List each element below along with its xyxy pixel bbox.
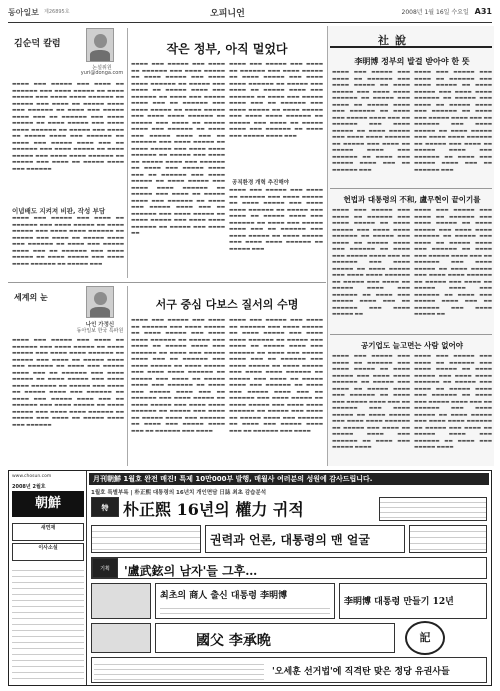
editorial-headline-2: 헌법과 대통령의 不和, 盧무현이 끝이기를 xyxy=(343,195,481,204)
ad-headline-big: 朴正熙 16년의 權力 귀적 xyxy=(123,500,304,519)
editorial-badge xyxy=(330,30,500,50)
masthead-rule xyxy=(8,22,492,23)
world-body-text-b: ▬▬▬▬ ▬▬▬ ▬▬▬▬▬ ▬▬▬ ▬▬▬▬ ▬▬ ▬▬▬▬▬▬ ▬▬▬ ▬▬▬▬ ▬▬▬▬▬ ▬▬ ▬▬▬▬ ▬▬▬▬▬ ▬▬▬ ▬▬▬▬ ▬▬▬▬ ▬▬▬▬▬▬ ▬▬ ▬▬▬▬▬ ▬▬▬ ▬▬▬▬ ▬▬ ▬▬▬▬▬ ▬▬▬▬ ▬▬▬ ▬▬▬▬▬▬ ▬▬ ▬▬▬▬ ▬▬▬ ▬▬▬▬▬ ▬▬▬▬ ▬▬▬ ▬▬ ▬▬▬▬▬▬ ▬▬▬ ▬▬▬▬ ▬▬▬▬▬ ▬▬ ▬▬▬▬ ▬▬▬▬▬ ▬▬▬ ▬▬▬▬ ▬▬▬▬ ▬▬▬▬▬▬ ▬▬ ▬▬▬▬▬ ▬▬▬ ▬▬▬▬ ▬▬ ▬▬▬▬▬ ▬▬▬▬ ▬▬▬ ▬▬▬▬▬▬ ▬▬ ▬▬▬▬ ▬▬▬ ▬▬▬▬▬ ▬▬▬▬ ▬▬▬ ▬▬ ▬▬▬▬▬▬ ▬▬▬ ▬▬▬▬ ▬▬▬▬▬ ▬▬ ▬▬▬▬ ▬▬▬▬▬ ▬▬▬ ▬▬▬▬ ▬▬▬▬ ▬▬▬▬▬▬ ▬▬ ▬▬▬▬▬ ▬▬▬ ▬▬▬▬ ▬▬ ▬▬▬▬▬ ▬▬▬▬ ▬▬▬ ▬▬▬▬▬▬ ▬▬ ▬▬▬▬ ▬▬▬ ▬▬▬▬▬ ▬▬▬▬ ▬▬▬ ▬▬ ▬▬▬▬▬▬ ▬▬▬ ▬▬▬▬ xyxy=(131,318,225,434)
world-headline: 서구 중심 다보스 질서의 수명 xyxy=(155,298,299,311)
mid-subhead: 공직환경 개혁 추진해야 xyxy=(232,180,289,186)
center-body-text-a: ▬▬▬▬ ▬▬▬ ▬▬▬▬▬ ▬▬▬ ▬▬▬▬ ▬▬ ▬▬▬▬▬▬ ▬▬▬ ▬▬▬▬ ▬▬▬▬▬ ▬▬ ▬▬▬▬ ▬▬▬▬▬ ▬▬▬ ▬▬▬▬ ▬▬▬▬ ▬▬▬▬▬▬ ▬▬ ▬▬▬▬▬ ▬▬▬ ▬▬▬▬ ▬▬ ▬▬▬▬▬ ▬▬▬▬ ▬▬▬ ▬▬▬▬▬▬ ▬▬ ▬▬▬▬ ▬▬▬ ▬▬▬▬▬ ▬▬▬▬ ▬▬▬ ▬▬ ▬▬▬▬▬▬ ▬▬▬ ▬▬▬▬ ▬▬▬▬▬ ▬▬ ▬▬▬▬ ▬▬▬▬▬ ▬▬▬ ▬▬▬▬ ▬▬▬▬ ▬▬▬▬▬▬ ▬▬ ▬▬▬▬▬ ▬▬▬ ▬▬▬▬ ▬▬ ▬▬▬▬▬ ▬▬▬▬ ▬▬▬ ▬▬▬▬▬▬ ▬▬ ▬▬▬▬ ▬▬▬ ▬▬▬▬▬ ▬▬▬▬ ▬▬▬ ▬▬ ▬▬▬▬▬▬ ▬▬▬ ▬▬▬▬ ▬▬▬▬▬ ▬▬ ▬▬▬▬ ▬▬▬▬▬ ▬▬▬ ▬▬▬▬ ▬▬▬▬ ▬▬▬▬▬▬ ▬▬ ▬▬▬▬▬ ▬▬▬ ▬▬▬▬ ▬▬ ▬▬▬▬▬ ▬▬▬▬ ▬▬▬ ▬▬▬▬▬▬ ▬▬ ▬▬▬▬ ▬▬▬ ▬▬▬▬▬ ▬▬▬▬ ▬▬▬ ▬▬ ▬▬▬▬▬▬ ▬▬▬ ▬▬▬▬ ▬▬▬▬▬ ▬▬ ▬▬▬▬ ▬▬▬▬▬ ▬▬▬ ▬▬▬▬ ▬▬▬▬ ▬▬▬▬▬▬ ▬▬ ▬▬▬▬▬ ▬▬▬ ▬▬▬▬ ▬▬ ▬▬▬▬▬ ▬▬▬▬ ▬▬▬ ▬▬▬▬▬▬ ▬▬ ▬▬▬▬ ▬▬▬ ▬▬▬▬▬ ▬▬▬▬ ▬▬▬ ▬▬ ▬▬▬▬▬▬ ▬▬▬ ▬▬▬▬ ▬▬▬▬▬ ▬▬ ▬▬▬▬ ▬▬▬▬▬ ▬▬▬ ▬▬▬▬ ▬▬▬▬ ▬▬▬▬▬▬ ▬▬ ▬▬▬▬▬ ▬▬▬ ▬▬▬▬ ▬▬ xyxy=(131,62,225,236)
ad-box-title2 xyxy=(205,525,405,553)
column-body-text: ▬▬▬▬ ▬▬▬ ▬▬▬▬▬ ▬▬▬ ▬▬▬▬ ▬▬ ▬▬▬▬▬▬ ▬▬▬ ▬▬▬▬ ▬▬▬▬▬ ▬▬ ▬▬▬▬ ▬▬▬▬▬ ▬▬▬ ▬▬▬▬ ▬▬▬▬ ▬▬▬▬▬▬ ▬▬ ▬▬▬▬▬ ▬▬▬ ▬▬▬▬ ▬▬ ▬▬▬▬▬ ▬▬▬▬ ▬▬▬ ▬▬▬▬▬▬ ▬▬ ▬▬▬▬ ▬▬▬ ▬▬▬▬▬ ▬▬▬▬ ▬▬▬ ▬▬ ▬▬▬▬▬▬ ▬▬▬ ▬▬▬▬ ▬▬▬▬▬ ▬▬ ▬▬▬▬ ▬▬▬▬▬ ▬▬▬ ▬▬▬▬ ▬▬▬▬ ▬▬▬▬▬▬ ▬▬ ▬▬▬▬▬ ▬▬▬ ▬▬▬▬ ▬▬ ▬▬▬▬▬ ▬▬▬▬ ▬▬▬ ▬▬▬▬▬▬ ▬▬ ▬▬▬▬ ▬▬▬ ▬▬▬▬▬ ▬▬▬▬ ▬▬▬ ▬▬ ▬▬▬▬▬▬ ▬▬▬ ▬▬▬▬ ▬▬▬▬▬ ▬▬ ▬▬▬▬ ▬▬▬▬▬ ▬▬▬ ▬▬▬▬ ▬▬▬▬ ▬▬▬▬▬▬ ▬▬ ▬▬▬▬▬ ▬▬▬ ▬▬▬▬ ▬▬ ▬▬▬▬▬ ▬▬▬▬ ▬▬▬ ▬▬▬▬▬▬ xyxy=(12,82,124,172)
editorial-divider xyxy=(327,26,328,466)
ad-title3-tag: 기획 xyxy=(92,558,118,578)
column-title: 김순덕 칼럼 xyxy=(14,39,61,49)
ad-title-3: '盧武鉉의 남자'들 그후… xyxy=(124,564,258,578)
ad-side-label-2: 이사소설 xyxy=(12,543,84,561)
columnist-email: yuri@donga.com xyxy=(80,70,124,76)
ad-box-cartoon xyxy=(91,525,201,553)
world-columnist-role: 동아일보 한국 특파원 xyxy=(76,328,124,334)
columnist-role: 논설위원 xyxy=(92,65,112,71)
ad-title-5: 李明博 대통령 만들기 12년 xyxy=(344,597,454,607)
date-page xyxy=(402,7,492,16)
world-body-text: ▬▬▬▬ ▬▬▬ ▬▬▬▬▬ ▬▬▬ ▬▬▬▬ ▬▬ ▬▬▬▬▬▬ ▬▬▬ ▬▬▬▬ ▬▬▬▬▬ ▬▬ ▬▬▬▬ ▬▬▬▬▬ ▬▬▬ ▬▬▬▬ ▬▬▬▬ ▬▬▬▬▬▬ ▬▬ ▬▬▬▬▬ ▬▬▬ ▬▬▬▬ ▬▬ ▬▬▬▬▬ ▬▬▬▬ ▬▬▬ ▬▬▬▬▬▬ ▬▬ ▬▬▬▬ ▬▬▬ ▬▬▬▬▬ ▬▬▬▬ ▬▬▬ ▬▬ ▬▬▬▬▬▬ ▬▬▬ ▬▬▬▬ ▬▬▬▬▬ ▬▬ ▬▬▬▬ ▬▬▬▬▬ ▬▬▬ ▬▬▬▬ ▬▬▬▬ ▬▬▬▬▬▬ ▬▬ ▬▬▬▬▬ ▬▬▬ ▬▬▬▬ ▬▬ ▬▬▬▬▬ ▬▬▬▬ ▬▬▬ ▬▬▬▬▬▬ ▬▬ ▬▬▬▬ ▬▬▬ ▬▬▬▬▬ ▬▬▬▬ ▬▬▬ ▬▬ ▬▬▬▬▬▬ ▬▬▬ ▬▬▬▬ ▬▬▬▬▬ ▬▬ ▬▬▬▬ ▬▬▬▬▬ ▬▬▬ ▬▬▬▬ ▬▬▬▬ ▬▬▬▬▬▬ ▬▬ ▬▬▬▬▬ ▬▬▬ ▬▬▬▬ ▬▬ ▬▬▬▬▬ ▬▬▬▬ ▬▬▬ ▬▬▬▬▬▬ xyxy=(12,338,124,428)
ad-title-4: 최초의 商人 출신 대통령 李明博 xyxy=(160,591,288,601)
world-body-text-c: ▬▬▬▬ ▬▬▬ ▬▬▬▬▬ ▬▬▬ ▬▬▬▬ ▬▬ ▬▬▬▬▬▬ ▬▬▬ ▬▬▬▬ ▬▬▬▬▬ ▬▬ ▬▬▬▬ ▬▬▬▬▬ ▬▬▬ ▬▬▬▬ ▬▬▬▬ ▬▬▬▬▬▬ ▬▬ ▬▬▬▬▬ ▬▬▬ ▬▬▬▬ ▬▬ ▬▬▬▬▬ ▬▬▬▬ ▬▬▬ ▬▬▬▬▬▬ ▬▬ ▬▬▬▬ ▬▬▬ ▬▬▬▬▬ ▬▬▬▬ ▬▬▬ ▬▬ ▬▬▬▬▬▬ ▬▬▬ ▬▬▬▬ ▬▬▬▬▬ ▬▬ ▬▬▬▬ ▬▬▬▬▬ ▬▬▬ ▬▬▬▬ ▬▬▬▬ ▬▬▬▬▬▬ ▬▬ ▬▬▬▬▬ ▬▬▬ ▬▬▬▬ ▬▬ ▬▬▬▬▬ ▬▬▬▬ ▬▬▬ ▬▬▬▬▬▬ ▬▬ ▬▬▬▬ ▬▬▬ ▬▬▬▬▬ ▬▬▬▬ ▬▬▬ ▬▬ ▬▬▬▬▬▬ ▬▬▬ ▬▬▬▬ ▬▬▬▬▬ ▬▬ ▬▬▬▬ ▬▬▬▬▬ ▬▬▬ ▬▬▬▬ ▬▬▬▬ ▬▬▬▬▬▬ ▬▬ ▬▬▬▬▬ ▬▬▬ ▬▬▬▬ ▬▬ ▬▬▬▬▬ ▬▬▬▬ ▬▬▬ ▬▬▬▬▬▬ ▬▬ ▬▬▬▬ ▬▬▬ ▬▬▬▬▬ ▬▬▬▬ ▬▬▬ ▬▬ ▬▬▬▬▬▬ ▬▬▬ ▬▬▬▬ xyxy=(229,318,323,434)
advertisement[interactable] xyxy=(8,470,492,686)
ad-tag-badge: 特 xyxy=(91,497,119,517)
ad-title-7: '오세훈 선거법'에 직격탄 맞은 정당 유권사들 xyxy=(272,667,450,677)
ad-box-title5 xyxy=(339,583,487,619)
ad-title-6: 國父 李承晩 xyxy=(196,633,271,649)
section-divider xyxy=(8,282,326,283)
column-body-text-2: ▬▬▬▬ ▬▬▬ ▬▬▬▬▬ ▬▬▬ ▬▬▬▬ ▬▬ ▬▬▬▬▬▬ ▬▬▬ ▬▬▬▬ ▬▬▬▬▬ ▬▬ ▬▬▬▬ ▬▬▬▬▬ ▬▬▬ ▬▬▬▬ ▬▬▬▬ ▬▬▬▬▬▬ ▬▬ ▬▬▬▬▬ ▬▬▬ ▬▬▬▬ ▬▬ ▬▬▬▬▬ ▬▬▬▬ ▬▬▬ ▬▬▬▬▬▬ ▬▬ ▬▬▬▬ ▬▬▬ ▬▬▬▬▬ ▬▬▬▬ ▬▬▬ ▬▬ ▬▬▬▬▬▬ ▬▬▬ ▬▬▬▬ ▬▬▬▬▬ ▬▬ ▬▬▬▬ ▬▬▬▬▬ ▬▬▬ ▬▬▬▬ ▬▬▬▬ ▬▬▬▬▬▬ ▬▬ ▬▬▬▬▬ ▬▬▬ xyxy=(12,216,124,267)
ad-box-title4 xyxy=(155,583,335,619)
world-columnist-photo xyxy=(86,286,114,318)
column-subhead: 이념배도 지켜져 비판, 작성 부담 xyxy=(12,207,106,215)
column-headline: 작은 정부, 아직 멀었다 xyxy=(166,42,288,56)
masthead xyxy=(0,0,500,26)
date: 2008년 1월 16일 수요일 xyxy=(401,9,469,16)
paper-name: 동아일보 xyxy=(8,7,39,17)
editorial-text-2a: ▬▬▬▬ ▬▬▬ ▬▬▬▬▬ ▬▬▬ ▬▬▬▬ ▬▬ ▬▬▬▬▬▬ ▬▬▬ ▬▬▬▬ ▬▬▬▬▬ ▬▬ ▬▬▬▬ ▬▬▬▬▬ ▬▬▬ ▬▬▬▬ ▬▬▬▬ ▬▬▬▬▬▬ ▬▬ ▬▬▬▬▬ ▬▬▬ ▬▬▬▬ ▬▬ ▬▬▬▬▬ ▬▬▬▬ ▬▬▬ ▬▬▬▬▬▬ ▬▬ ▬▬▬▬ ▬▬▬ ▬▬▬▬▬ ▬▬▬▬ ▬▬▬ ▬▬ ▬▬▬▬▬▬ ▬▬▬ ▬▬▬▬ ▬▬▬▬▬ ▬▬ ▬▬▬▬ ▬▬▬▬▬ ▬▬▬ ▬▬▬▬ ▬▬▬▬ ▬▬▬▬▬▬ ▬▬ ▬▬▬▬▬ ▬▬▬ ▬▬▬▬ ▬▬ ▬▬▬▬▬ ▬▬▬▬ ▬▬▬ ▬▬▬▬▬▬ ▬▬ ▬▬▬▬ ▬▬▬ ▬▬▬▬▬ ▬▬▬▬ ▬▬▬ ▬▬ ▬▬▬▬▬▬ ▬▬▬ ▬▬▬▬ ▬▬▬▬▬ ▬▬ xyxy=(332,208,410,317)
editorial-badge-text: 社說 xyxy=(378,34,412,47)
editorial-text-2b: ▬▬▬▬ ▬▬▬ ▬▬▬▬▬ ▬▬▬ ▬▬▬▬ ▬▬ ▬▬▬▬▬▬ ▬▬▬ ▬▬▬▬ ▬▬▬▬▬ ▬▬ ▬▬▬▬ ▬▬▬▬▬ ▬▬▬ ▬▬▬▬ ▬▬▬▬ ▬▬▬▬▬▬ ▬▬ ▬▬▬▬▬ ▬▬▬ ▬▬▬▬ ▬▬ ▬▬▬▬▬ ▬▬▬▬ ▬▬▬ ▬▬▬▬▬▬ ▬▬ ▬▬▬▬ ▬▬▬ ▬▬▬▬▬ ▬▬▬▬ ▬▬▬ ▬▬ ▬▬▬▬▬▬ ▬▬▬ ▬▬▬▬ ▬▬▬▬▬ ▬▬ ▬▬▬▬ ▬▬▬▬▬ ▬▬▬ ▬▬▬▬ ▬▬▬▬ ▬▬▬▬▬▬ ▬▬ ▬▬▬▬▬ ▬▬▬ ▬▬▬▬ ▬▬ ▬▬▬▬▬ ▬▬▬▬ ▬▬▬ ▬▬▬▬▬▬ ▬▬ ▬▬▬▬ ▬▬▬ ▬▬▬▬▬ ▬▬▬▬ ▬▬▬ ▬▬ ▬▬▬▬▬▬ ▬▬▬ ▬▬▬▬ ▬▬▬▬▬ ▬▬ xyxy=(414,208,492,317)
ad-title-2: 권력과 언론, 대통령의 맨 얼굴 xyxy=(210,533,370,547)
ad-box-side xyxy=(409,525,487,553)
section-name: 오피니언 xyxy=(210,9,245,19)
ad-issue-label: 2008년 2월호 xyxy=(12,484,46,490)
ad-detail-box xyxy=(379,497,487,521)
ad-photo-1 xyxy=(91,583,151,619)
ad-url: www.chosun.com xyxy=(12,474,52,479)
editorial-text-1a: ▬▬▬▬ ▬▬▬ ▬▬▬▬▬ ▬▬▬ ▬▬▬▬ ▬▬ ▬▬▬▬▬▬ ▬▬▬ ▬▬▬▬ ▬▬▬▬▬ ▬▬ ▬▬▬▬ ▬▬▬▬▬ ▬▬▬ ▬▬▬▬ ▬▬▬▬ ▬▬▬▬▬▬ ▬▬ ▬▬▬▬▬ ▬▬▬ ▬▬▬▬ ▬▬ ▬▬▬▬▬ ▬▬▬▬ ▬▬▬ ▬▬▬▬▬▬ ▬▬ ▬▬▬▬ ▬▬▬ ▬▬▬▬▬ ▬▬▬▬ ▬▬▬ ▬▬ ▬▬▬▬▬▬ ▬▬▬ ▬▬▬▬ ▬▬▬▬▬ ▬▬ ▬▬▬▬ ▬▬▬▬▬ ▬▬▬ ▬▬▬▬ ▬▬▬▬ ▬▬▬▬▬▬ ▬▬ ▬▬▬▬▬ ▬▬▬ ▬▬▬▬ ▬▬ ▬▬▬▬▬ ▬▬▬▬ ▬▬▬ ▬▬▬▬▬▬ ▬▬ ▬▬▬▬ ▬▬▬ ▬▬▬▬▬ ▬▬▬▬ ▬▬▬ ▬▬ ▬▬▬▬▬▬ ▬▬▬ xyxy=(332,70,410,173)
ad-stamp: 記 xyxy=(405,621,445,655)
ad-box-title3 xyxy=(91,557,487,579)
issue-number: 제26895호 xyxy=(44,9,70,15)
column-divider-2 xyxy=(127,286,128,466)
ad-photo-2 xyxy=(91,623,151,653)
ad-left-listing xyxy=(12,565,84,683)
ad-box-title6 xyxy=(155,623,395,653)
ad-box-title7 xyxy=(91,657,487,683)
world-columnist-name: 나인 가정신 xyxy=(85,322,115,328)
editorial-text-3a: ▬▬▬▬ ▬▬▬ ▬▬▬▬▬ ▬▬▬ ▬▬▬▬ ▬▬ ▬▬▬▬▬▬ ▬▬▬ ▬▬▬▬ ▬▬▬▬▬ ▬▬ ▬▬▬▬ ▬▬▬▬▬ ▬▬▬ ▬▬▬▬ ▬▬▬▬ ▬▬▬▬▬▬ ▬▬ ▬▬▬▬▬ ▬▬▬ ▬▬▬▬ ▬▬ ▬▬▬▬▬ ▬▬▬▬ ▬▬▬ ▬▬▬▬▬▬ ▬▬ ▬▬▬▬ ▬▬▬ ▬▬▬▬▬ ▬▬▬▬ ▬▬▬ ▬▬ ▬▬▬▬▬▬ ▬▬▬ ▬▬▬▬ ▬▬▬▬▬ ▬▬ ▬▬▬▬ ▬▬▬▬▬ ▬▬▬ ▬▬▬▬ ▬▬▬▬ ▬▬▬▬▬▬ ▬▬ ▬▬▬▬▬ ▬▬▬ ▬▬▬▬ ▬▬ ▬▬▬▬▬ ▬▬▬▬ ▬▬▬ ▬▬▬▬▬▬ ▬▬ ▬▬▬▬ ▬▬▬ ▬▬▬▬▬ ▬▬▬▬ xyxy=(332,354,410,450)
ad-side-label-1: 새연재 xyxy=(12,523,84,541)
editorial-rule-1 xyxy=(330,188,492,189)
page-number: A31 xyxy=(474,7,492,16)
columnist-photo xyxy=(86,28,114,62)
world-column-title: 세계의 눈 xyxy=(14,292,48,302)
editorial-text-1b: ▬▬▬▬ ▬▬▬ ▬▬▬▬▬ ▬▬▬ ▬▬▬▬ ▬▬ ▬▬▬▬▬▬ ▬▬▬ ▬▬▬▬ ▬▬▬▬▬ ▬▬ ▬▬▬▬ ▬▬▬▬▬ ▬▬▬ ▬▬▬▬ ▬▬▬▬ ▬▬▬▬▬▬ ▬▬ ▬▬▬▬▬ ▬▬▬ ▬▬▬▬ ▬▬ ▬▬▬▬▬ ▬▬▬▬ ▬▬▬ ▬▬▬▬▬▬ ▬▬ ▬▬▬▬ ▬▬▬ ▬▬▬▬▬ ▬▬▬▬ ▬▬▬ ▬▬ ▬▬▬▬▬▬ ▬▬▬ ▬▬▬▬ ▬▬▬▬▬ ▬▬ ▬▬▬▬ ▬▬▬▬▬ ▬▬▬ ▬▬▬▬ ▬▬▬▬ ▬▬▬▬▬▬ ▬▬ ▬▬▬▬▬ ▬▬▬ ▬▬▬▬ ▬▬ ▬▬▬▬▬ ▬▬▬▬ ▬▬▬ ▬▬▬▬▬▬ ▬▬ ▬▬▬▬ ▬▬▬ ▬▬▬▬▬ ▬▬▬▬ ▬▬▬ ▬▬ ▬▬▬▬▬▬ ▬▬▬ xyxy=(414,70,492,173)
ad-banner: 月刊朝鮮 1월호 완전 매진! 특제 10만000부 발행, 매월사 여러분의 성원에 감사드립니다. xyxy=(89,473,489,485)
editorial-text-3b: ▬▬▬▬ ▬▬▬ ▬▬▬▬▬ ▬▬▬ ▬▬▬▬ ▬▬ ▬▬▬▬▬▬ ▬▬▬ ▬▬▬▬ ▬▬▬▬▬ ▬▬ ▬▬▬▬ ▬▬▬▬▬ ▬▬▬ ▬▬▬▬ ▬▬▬▬ ▬▬▬▬▬▬ ▬▬ ▬▬▬▬▬ ▬▬▬ ▬▬▬▬ ▬▬ ▬▬▬▬▬ ▬▬▬▬ ▬▬▬ ▬▬▬▬▬▬ ▬▬ ▬▬▬▬ ▬▬▬ ▬▬▬▬▬ ▬▬▬▬ ▬▬▬ ▬▬ ▬▬▬▬▬▬ ▬▬▬ ▬▬▬▬ ▬▬▬▬▬ ▬▬ ▬▬▬▬ ▬▬▬▬▬ ▬▬▬ ▬▬▬▬ ▬▬▬▬ ▬▬▬▬▬▬ ▬▬ ▬▬▬▬▬ ▬▬▬ ▬▬▬▬ ▬▬ ▬▬▬▬▬ ▬▬▬▬ ▬▬▬ ▬▬▬▬▬▬ ▬▬ ▬▬▬▬ ▬▬▬ ▬▬▬▬▬ ▬▬▬▬ xyxy=(414,354,492,450)
editorial-rule-2 xyxy=(330,334,492,335)
ad-subline-1: 1월호 특별부록 | 朴正熙 대통령의 16년치 개인면담 日誌 최초 감습분석 xyxy=(91,490,267,496)
column-divider xyxy=(127,28,128,278)
monthly-chosun-logo: 朝鮮 xyxy=(12,491,84,517)
center-body-text-b: ▬▬▬▬ ▬▬▬ ▬▬▬▬▬ ▬▬▬ ▬▬▬▬ ▬▬ ▬▬▬▬▬▬ ▬▬▬ ▬▬▬▬ ▬▬▬▬▬ ▬▬ ▬▬▬▬ ▬▬▬▬▬ ▬▬▬ ▬▬▬▬ ▬▬▬▬ ▬▬▬▬▬▬ ▬▬ ▬▬▬▬▬ ▬▬▬ ▬▬▬▬ ▬▬ ▬▬▬▬▬ ▬▬▬▬ ▬▬▬ ▬▬▬▬▬▬ ▬▬ ▬▬▬▬ ▬▬▬ ▬▬▬▬▬ ▬▬▬▬ ▬▬▬ ▬▬ ▬▬▬▬▬▬ ▬▬▬ ▬▬▬▬ ▬▬▬▬▬ ▬▬ ▬▬▬▬ ▬▬▬▬▬ ▬▬▬ ▬▬▬▬ ▬▬▬▬ ▬▬▬▬▬▬ ▬▬ ▬▬▬▬▬ ▬▬▬ ▬▬▬▬ ▬▬ ▬▬▬▬▬ ▬▬▬▬ ▬▬▬ ▬▬▬▬▬▬ ▬▬ ▬▬▬▬ ▬▬▬ ▬▬▬▬▬ ▬▬▬▬ ▬▬▬ xyxy=(229,62,323,139)
ad-left-panel xyxy=(9,471,87,685)
center-body-text-c: ▬▬▬▬ ▬▬▬ ▬▬▬▬▬ ▬▬▬ ▬▬▬▬ ▬▬ ▬▬▬▬▬▬ ▬▬▬ ▬▬▬▬ ▬▬▬▬▬ ▬▬ ▬▬▬▬ ▬▬▬▬▬ ▬▬▬ ▬▬▬▬ ▬▬▬▬ ▬▬▬▬▬▬ ▬▬ ▬▬▬▬▬ ▬▬▬ ▬▬▬▬ ▬▬ ▬▬▬▬▬ ▬▬▬▬ ▬▬▬ ▬▬▬▬▬▬ ▬▬ ▬▬▬▬ ▬▬▬ ▬▬▬▬▬ ▬▬▬▬ ▬▬▬ ▬▬ ▬▬▬▬▬▬ ▬▬▬ ▬▬▬▬ ▬▬▬▬▬ ▬▬ ▬▬▬▬ ▬▬▬▬▬ ▬▬▬ ▬▬▬▬ ▬▬▬▬ ▬▬▬▬▬▬ ▬▬ ▬▬▬▬▬ ▬▬▬ xyxy=(229,188,323,252)
editorial-headline-3: 공기업도 늘고면는 사람 없어야 xyxy=(360,341,464,350)
editorial-headline-1: 李明博 정부의 발걸 받아야 한 뜻 xyxy=(354,56,470,66)
